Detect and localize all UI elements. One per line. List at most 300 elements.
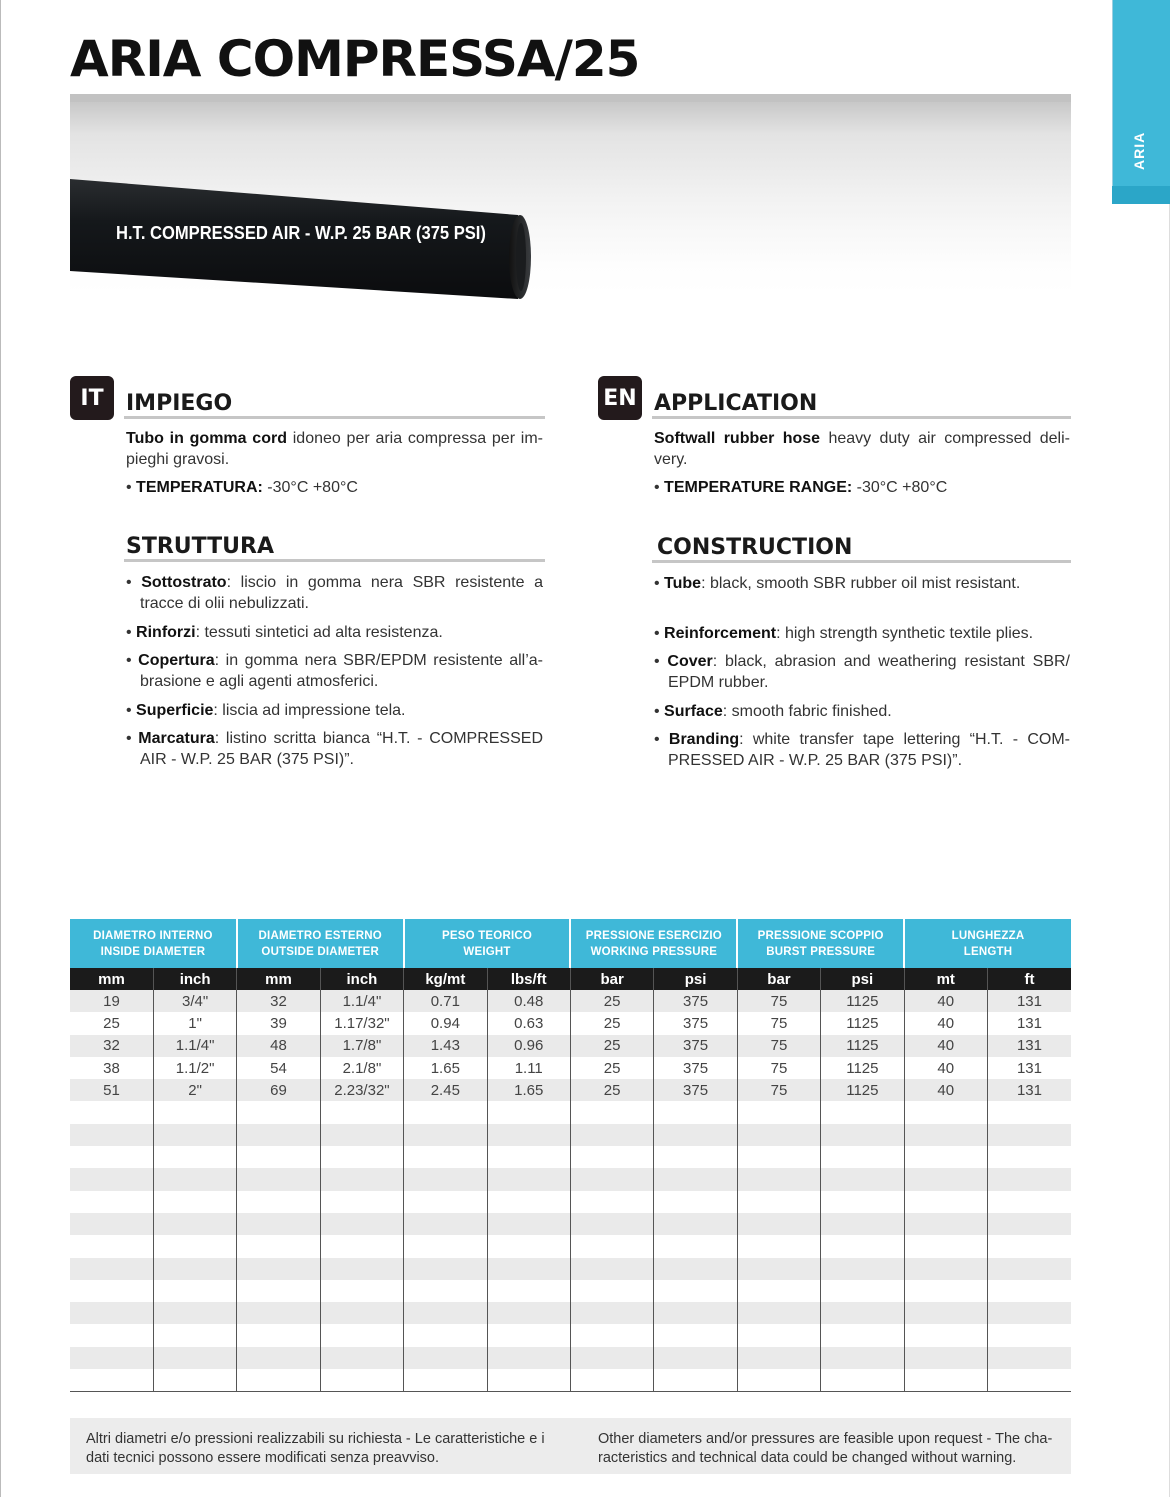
heading-struttura: STRUTTURA bbox=[126, 534, 275, 559]
side-tab-accent bbox=[1112, 186, 1170, 204]
table-cell bbox=[153, 1101, 236, 1123]
table-cell bbox=[570, 1235, 653, 1257]
struttura-item-label: Marcatura bbox=[138, 730, 215, 747]
table-cell bbox=[487, 1101, 570, 1123]
table-cell bbox=[654, 1213, 737, 1235]
table-cell bbox=[654, 1369, 737, 1391]
table-cell: 2" bbox=[153, 1079, 236, 1101]
table-cell bbox=[821, 1168, 904, 1190]
table-cell bbox=[821, 1191, 904, 1213]
table-cell bbox=[654, 1124, 737, 1146]
group-header bbox=[904, 919, 1071, 968]
table-cell bbox=[904, 1324, 987, 1346]
table-cell bbox=[70, 1101, 153, 1123]
table-cell bbox=[153, 1324, 236, 1346]
table-cell: 1125 bbox=[821, 1035, 904, 1057]
table-cell: 75 bbox=[737, 1035, 820, 1057]
construction-item: • Cover: black, abrasion and weathering resistant SBR/ EPDM rubber. bbox=[654, 653, 1070, 691]
table-cell: 2.45 bbox=[404, 1079, 487, 1101]
table-cell bbox=[153, 1235, 236, 1257]
table-cell bbox=[737, 1124, 820, 1146]
table-cell bbox=[237, 1235, 320, 1257]
table-cell: 48 bbox=[237, 1035, 320, 1057]
group-header-it: LUNGHEZZA bbox=[951, 929, 1025, 942]
table-cell bbox=[737, 1280, 820, 1302]
empty-table-row bbox=[70, 1235, 1071, 1257]
unit-header: mt bbox=[904, 968, 987, 990]
table-row bbox=[70, 1035, 1071, 1057]
table-cell bbox=[737, 1347, 820, 1369]
table-cell bbox=[987, 1302, 1071, 1324]
empty-table-row bbox=[70, 1324, 1071, 1346]
table-bottom-rule bbox=[70, 1391, 1071, 1392]
table-cell: 375 bbox=[654, 1079, 737, 1101]
table-cell bbox=[654, 1280, 737, 1302]
table-cell bbox=[987, 1146, 1071, 1168]
struttura-item-text: : liscia ad impressione tela. bbox=[213, 702, 406, 719]
table-cell: 25 bbox=[570, 1012, 653, 1034]
table-cell bbox=[570, 1168, 653, 1190]
table-cell bbox=[487, 1191, 570, 1213]
table-cell bbox=[737, 1369, 820, 1391]
construction-item: • Branding: white transfer tape lettering “H.T. - COM-PRESSED AIR - W.P. 25 BAR (375 PSI)”. bbox=[654, 731, 1070, 769]
empty-table-row bbox=[70, 1146, 1071, 1168]
table-cell bbox=[904, 1146, 987, 1168]
table-cell: 1125 bbox=[821, 1057, 904, 1079]
table-cell bbox=[320, 1347, 403, 1369]
table-cell bbox=[821, 1258, 904, 1280]
table-cell bbox=[153, 1213, 236, 1235]
unit-header: inch bbox=[320, 968, 403, 990]
table-cell bbox=[70, 1168, 153, 1190]
table-cell bbox=[237, 1213, 320, 1235]
table-cell bbox=[153, 1124, 236, 1146]
table-cell bbox=[987, 1124, 1071, 1146]
table-cell bbox=[320, 1258, 403, 1280]
empty-table-row bbox=[70, 1124, 1071, 1146]
table-cell bbox=[987, 1235, 1071, 1257]
table-cell bbox=[737, 1235, 820, 1257]
table-cell bbox=[821, 1280, 904, 1302]
lang-badge-it: IT bbox=[70, 376, 114, 420]
unit-header-row bbox=[70, 968, 1071, 990]
table-cell: 0.63 bbox=[487, 1012, 570, 1034]
table-cell bbox=[487, 1369, 570, 1391]
impiego-temperature: • TEMPERATURA: -30°C +80°C bbox=[126, 479, 358, 496]
table-cell bbox=[320, 1101, 403, 1123]
table-cell bbox=[487, 1324, 570, 1346]
table-cell: 131 bbox=[987, 1079, 1071, 1101]
table-cell: 0.71 bbox=[404, 990, 487, 1012]
empty-table-row bbox=[70, 1369, 1071, 1391]
struttura-item: • Copertura: in gomma nera SBR/EPDM resistente all’a-brasione e agli agenti atmosferici. bbox=[126, 652, 544, 690]
empty-table-row bbox=[70, 1302, 1071, 1324]
group-header-it: DIAMETRO INTERNO bbox=[93, 929, 213, 942]
table-cell bbox=[237, 1302, 320, 1324]
table-cell bbox=[404, 1213, 487, 1235]
table-cell: 40 bbox=[904, 1079, 987, 1101]
table-cell bbox=[404, 1258, 487, 1280]
table-cell bbox=[737, 1213, 820, 1235]
table-cell bbox=[237, 1124, 320, 1146]
table-cell bbox=[654, 1258, 737, 1280]
table-cell bbox=[404, 1191, 487, 1213]
table-cell bbox=[570, 1258, 653, 1280]
table-row bbox=[70, 1012, 1071, 1034]
table-cell bbox=[70, 1369, 153, 1391]
unit-header: bar bbox=[570, 968, 653, 990]
construction-item-label: Tube bbox=[664, 575, 702, 592]
table-cell bbox=[904, 1347, 987, 1369]
heading-construction: CONSTRUCTION bbox=[657, 535, 853, 560]
table-cell: 25 bbox=[570, 990, 653, 1012]
table-cell bbox=[320, 1124, 403, 1146]
application-temperature: • TEMPERATURE RANGE: -30°C +80°C bbox=[654, 479, 948, 496]
struttura-item: • Sottostrato: liscio in gomma nera SBR resistente a tracce di olii nebulizzati. bbox=[126, 574, 543, 612]
table-cell bbox=[487, 1124, 570, 1146]
unit-header: ft bbox=[987, 968, 1071, 990]
table-cell bbox=[654, 1235, 737, 1257]
table-cell bbox=[987, 1347, 1071, 1369]
table-cell: 1125 bbox=[821, 990, 904, 1012]
table-cell bbox=[737, 1168, 820, 1190]
group-header-it: PESO TEORICO bbox=[442, 929, 532, 942]
table-cell bbox=[70, 1280, 153, 1302]
application-lead: Softwall rubber hose bbox=[654, 430, 821, 447]
table-cell bbox=[153, 1302, 236, 1324]
table-cell: 75 bbox=[737, 990, 820, 1012]
table-cell bbox=[320, 1213, 403, 1235]
group-header-en: INSIDE DIAMETER bbox=[100, 945, 206, 958]
impiego-description bbox=[126, 428, 543, 470]
table-cell: 1.7/8" bbox=[320, 1035, 403, 1057]
table-cell bbox=[570, 1302, 653, 1324]
table-row bbox=[70, 1057, 1071, 1079]
construction-item-text: : high strength synthetic textile plies. bbox=[776, 625, 1034, 642]
application-text: heavy duty air compressed deli-very. bbox=[654, 430, 1070, 468]
table-cell bbox=[320, 1168, 403, 1190]
table-cell: 1.65 bbox=[487, 1079, 570, 1101]
table-cell bbox=[404, 1302, 487, 1324]
table-cell bbox=[737, 1101, 820, 1123]
table-cell: 25 bbox=[103, 1014, 120, 1032]
table-cell bbox=[570, 1369, 653, 1391]
rule-impiego bbox=[124, 416, 545, 419]
table-cell bbox=[404, 1280, 487, 1302]
table-cell: 131 bbox=[987, 990, 1071, 1012]
group-header-en: WEIGHT bbox=[463, 945, 511, 958]
table-cell bbox=[987, 1280, 1071, 1302]
unit-header: lbs/ft bbox=[487, 968, 570, 990]
table-cell bbox=[404, 1324, 487, 1346]
table-cell bbox=[821, 1302, 904, 1324]
temp-label-it: TEMPERATURA: bbox=[136, 479, 263, 496]
table-cell bbox=[237, 1191, 320, 1213]
table-cell: 25 bbox=[570, 1079, 653, 1101]
unit-header: inch bbox=[153, 968, 236, 990]
table-cell bbox=[904, 1258, 987, 1280]
table-cell bbox=[320, 1235, 403, 1257]
table-cell: 1.1/2" bbox=[153, 1057, 236, 1079]
table-cell bbox=[737, 1146, 820, 1168]
table-cell bbox=[654, 1347, 737, 1369]
table-cell bbox=[404, 1168, 487, 1190]
table-cell: 51 bbox=[70, 1079, 153, 1101]
table-cell bbox=[237, 1146, 320, 1168]
group-header-it: PRESSIONE ESERCIZIO bbox=[585, 929, 722, 942]
table-cell: 40 bbox=[904, 1012, 987, 1034]
construction-item: • Surface: smooth fabric finished. bbox=[654, 703, 892, 720]
banner-top-rule bbox=[70, 94, 1071, 102]
heading-impiego: IMPIEGO bbox=[126, 391, 233, 416]
section-side-tab[interactable] bbox=[1112, 0, 1170, 204]
table-cell: 75 bbox=[737, 1012, 820, 1034]
table-cell bbox=[153, 1347, 236, 1369]
table-row bbox=[70, 1079, 1071, 1101]
table-cell: 39 bbox=[237, 1012, 320, 1034]
table-cell bbox=[237, 1101, 320, 1123]
table-cell: 40 bbox=[904, 1057, 987, 1079]
table-row bbox=[70, 990, 1071, 1012]
table-cell bbox=[987, 1324, 1071, 1346]
group-header-en: WORKING PRESSURE bbox=[590, 945, 718, 958]
table-cell bbox=[654, 1146, 737, 1168]
temp-value-en: -30°C +80°C bbox=[852, 479, 948, 496]
construction-item-text: : white transfer tape lettering “H.T. - COM-PRESSED AIR - W.P. 25 BAR (375 PSI)”. bbox=[668, 731, 1070, 769]
table-cell bbox=[70, 1347, 153, 1369]
table-cell bbox=[737, 1258, 820, 1280]
table-cell bbox=[404, 1347, 487, 1369]
impiego-text: idoneo per aria compressa per im-pieghi gravosi. bbox=[126, 430, 543, 468]
unit-header: psi bbox=[654, 968, 737, 990]
table-cell bbox=[570, 1213, 653, 1235]
empty-table-row bbox=[70, 1213, 1071, 1235]
table-cell bbox=[70, 1213, 153, 1235]
side-tab-label: ARIA bbox=[1131, 131, 1147, 170]
table-cell: 54 bbox=[237, 1057, 320, 1079]
construction-item-label: Cover bbox=[667, 653, 713, 670]
empty-table-row bbox=[70, 1347, 1071, 1369]
construction-item-label: Reinforcement bbox=[664, 625, 777, 642]
footer-note-en: Other diameters and/or pressures are feasible upon request - The cha-racteristics and technical data could be changed without warning. bbox=[598, 1431, 1053, 1466]
unit-header: kg/mt bbox=[404, 968, 487, 990]
table-cell bbox=[821, 1101, 904, 1123]
struttura-item: • Superficie: liscia ad impressione tela. bbox=[126, 702, 406, 719]
table-cell bbox=[404, 1235, 487, 1257]
table-cell bbox=[404, 1369, 487, 1391]
table-cell bbox=[70, 1146, 153, 1168]
struttura-item-label: Rinforzi bbox=[136, 624, 196, 641]
table-cell: 131 bbox=[987, 1012, 1071, 1034]
table-cell bbox=[570, 1191, 653, 1213]
table-cell bbox=[237, 1258, 320, 1280]
struttura-item-text: : liscio in gomma nera SBR resistente a tracce di olii nebulizzati. bbox=[140, 574, 543, 612]
table-cell bbox=[70, 1302, 153, 1324]
table-cell bbox=[320, 1302, 403, 1324]
group-header-en: LENGTH bbox=[963, 945, 1013, 958]
construction-item-text: : black, smooth SBR rubber oil mist resistant. bbox=[701, 575, 1021, 592]
construction-item-text: : black, abrasion and weathering resistant SBR/ EPDM rubber. bbox=[668, 653, 1070, 691]
table-cell bbox=[404, 1124, 487, 1146]
table-cell bbox=[904, 1191, 987, 1213]
table-cell bbox=[987, 1258, 1071, 1280]
application-description bbox=[654, 428, 1070, 470]
construction-item-text: : smooth fabric finished. bbox=[722, 703, 892, 720]
table-cell bbox=[821, 1124, 904, 1146]
struttura-item-label: Superficie bbox=[136, 702, 214, 719]
table-cell: 1.43 bbox=[404, 1035, 487, 1057]
empty-table-row bbox=[70, 1280, 1071, 1302]
table-cell bbox=[987, 1191, 1071, 1213]
table-cell: 38 bbox=[103, 1059, 120, 1077]
table-cell: 131 bbox=[987, 1057, 1071, 1079]
struttura-item-label: Sottostrato bbox=[141, 574, 227, 591]
group-header-row bbox=[70, 919, 1071, 968]
group-header bbox=[404, 919, 571, 968]
table-body bbox=[70, 990, 1071, 1391]
struttura-item: • Rinforzi: tessuti sintetici ad alta resistenza. bbox=[126, 624, 443, 641]
table-cell bbox=[487, 1347, 570, 1369]
table-cell: 25 bbox=[570, 1035, 653, 1057]
table-cell bbox=[904, 1168, 987, 1190]
table-cell bbox=[70, 1258, 153, 1280]
temp-label-en: TEMPERATURE RANGE: bbox=[664, 479, 853, 496]
table-cell: 1125 bbox=[821, 1079, 904, 1101]
group-header-it: DIAMETRO ESTERNO bbox=[258, 929, 382, 942]
empty-table-row bbox=[70, 1258, 1071, 1280]
table-cell bbox=[654, 1191, 737, 1213]
table-cell bbox=[987, 1168, 1071, 1190]
group-header bbox=[70, 919, 237, 968]
table-cell bbox=[904, 1124, 987, 1146]
construction-item: • Tube: black, smooth SBR rubber oil mist resistant. bbox=[654, 575, 1021, 592]
struttura-item-label: Copertura bbox=[138, 652, 215, 669]
table-cell: 0.94 bbox=[404, 1012, 487, 1034]
table-cell: 1.17/32" bbox=[320, 1012, 403, 1034]
empty-table-row bbox=[70, 1168, 1071, 1190]
table-cell bbox=[320, 1191, 403, 1213]
lang-badge-en: EN bbox=[598, 376, 642, 420]
table-cell bbox=[153, 1168, 236, 1190]
table-cell: 2.1/8" bbox=[320, 1057, 403, 1079]
group-header bbox=[237, 919, 404, 968]
table-cell: 75 bbox=[737, 1057, 820, 1079]
table-cell: 2.23/32" bbox=[320, 1079, 403, 1101]
table-cell bbox=[320, 1369, 403, 1391]
group-header bbox=[570, 919, 737, 968]
group-header-it: PRESSIONE SCOPPIO bbox=[757, 929, 884, 942]
table-cell bbox=[654, 1302, 737, 1324]
table-cell bbox=[153, 1280, 236, 1302]
table-cell bbox=[404, 1146, 487, 1168]
table-cell bbox=[821, 1213, 904, 1235]
table-cell bbox=[487, 1280, 570, 1302]
table-cell: 69 bbox=[237, 1079, 320, 1101]
table-cell bbox=[237, 1347, 320, 1369]
table-cell: 3/4" bbox=[153, 990, 236, 1012]
table-cell bbox=[904, 1369, 987, 1391]
struttura-item: • Marcatura: listino scritta bianca “H.T. - COMPRESSED AIR - W.P. 25 BAR (375 PSI)”. bbox=[126, 730, 543, 768]
table-cell bbox=[487, 1146, 570, 1168]
table-cell bbox=[904, 1101, 987, 1123]
page-title: ARIA COMPRESSA/25 bbox=[70, 30, 640, 88]
table-cell bbox=[487, 1302, 570, 1324]
table-cell: 75 bbox=[737, 1079, 820, 1101]
table-cell: 131 bbox=[987, 1035, 1071, 1057]
table-cell bbox=[487, 1168, 570, 1190]
table-cell bbox=[904, 1302, 987, 1324]
unit-header: mm bbox=[237, 968, 320, 990]
table-cell bbox=[237, 1168, 320, 1190]
table-cell: 1" bbox=[153, 1012, 236, 1034]
table-cell bbox=[70, 1124, 153, 1146]
table-cell bbox=[153, 1146, 236, 1168]
construction-item-label: Surface bbox=[664, 703, 723, 720]
table-cell: 375 bbox=[654, 1057, 737, 1079]
group-header-en: OUTSIDE DIAMETER bbox=[261, 945, 379, 958]
rule-construction bbox=[652, 560, 1071, 563]
table-cell bbox=[654, 1324, 737, 1346]
table-cell bbox=[570, 1124, 653, 1146]
table-cell: 32 bbox=[70, 1035, 153, 1057]
table-cell bbox=[570, 1146, 653, 1168]
heading-application: APPLICATION bbox=[654, 391, 818, 416]
construction-item-label: Branding bbox=[668, 731, 740, 748]
table-cell bbox=[404, 1101, 487, 1123]
unit-header: psi bbox=[821, 968, 904, 990]
table-cell: 1.1/4" bbox=[320, 990, 403, 1012]
footer-note-it: Altri diametri e/o pressioni realizzabili su richiesta - Le caratteristiche e i dati tecnici possono essere modificati senza preavviso. bbox=[86, 1431, 545, 1466]
table-cell bbox=[570, 1101, 653, 1123]
hose-marking-label: H.T. COMPRESSED AIR - W.P. 25 BAR (375 PSI) bbox=[116, 223, 486, 243]
rule-application bbox=[652, 416, 1071, 419]
table-cell bbox=[237, 1324, 320, 1346]
table-cell: 25 bbox=[570, 1057, 653, 1079]
table-cell: 375 bbox=[654, 1035, 737, 1057]
table-cell bbox=[821, 1347, 904, 1369]
table-cell bbox=[320, 1280, 403, 1302]
table-cell bbox=[153, 1369, 236, 1391]
table-cell: 1125 bbox=[821, 1012, 904, 1034]
table-cell: 0.96 bbox=[487, 1035, 570, 1057]
table-cell bbox=[570, 1324, 653, 1346]
table-cell bbox=[70, 1324, 153, 1346]
table-cell bbox=[237, 1280, 320, 1302]
impiego-lead: Tubo in gomma cord bbox=[126, 430, 287, 447]
table-cell bbox=[570, 1280, 653, 1302]
table-cell bbox=[153, 1191, 236, 1213]
rule-struttura bbox=[124, 559, 545, 562]
spec-table bbox=[70, 919, 1071, 1391]
table-cell bbox=[237, 1369, 320, 1391]
table-cell bbox=[570, 1347, 653, 1369]
table-cell bbox=[821, 1146, 904, 1168]
table-cell: 32 bbox=[237, 990, 320, 1012]
table-cell: 1.65 bbox=[404, 1057, 487, 1079]
table-cell bbox=[821, 1324, 904, 1346]
unit-header: mm bbox=[70, 968, 153, 990]
unit-header: bar bbox=[737, 968, 820, 990]
table-cell bbox=[320, 1146, 403, 1168]
table-cell bbox=[904, 1235, 987, 1257]
table-cell bbox=[737, 1302, 820, 1324]
table-cell: 1.1/4" bbox=[153, 1035, 236, 1057]
table-cell bbox=[987, 1369, 1071, 1391]
table-cell bbox=[904, 1213, 987, 1235]
construction-item: • Reinforcement: high strength synthetic textile plies. bbox=[654, 625, 1034, 642]
table-cell bbox=[70, 1235, 153, 1257]
table-cell: 40 bbox=[904, 1035, 987, 1057]
